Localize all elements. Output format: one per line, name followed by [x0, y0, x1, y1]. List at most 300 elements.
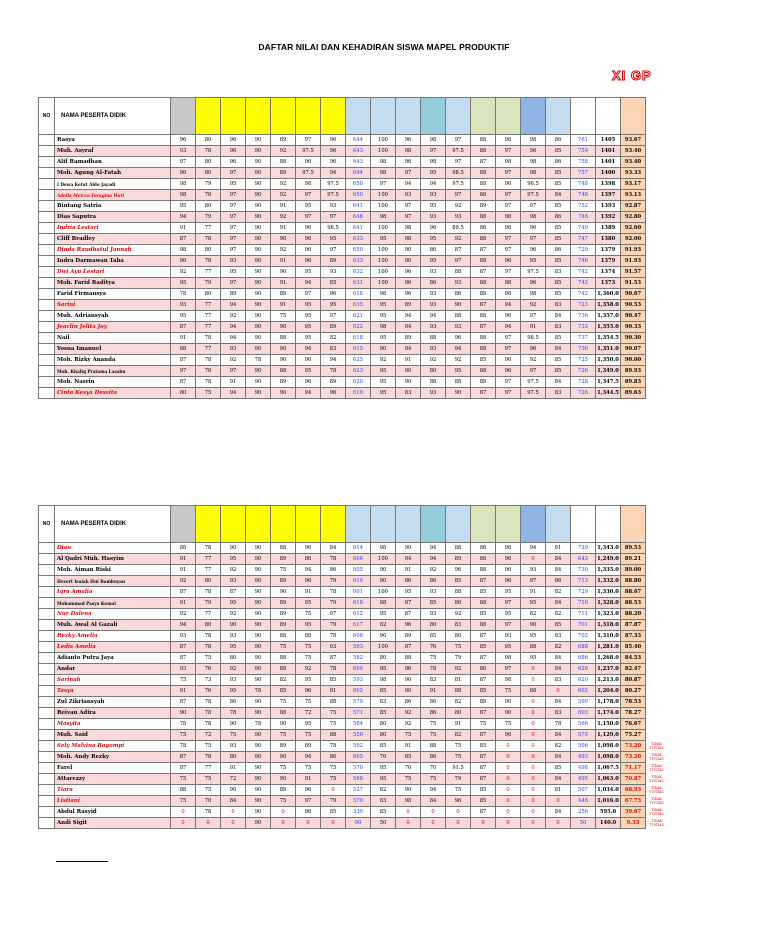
row-number-cell [39, 576, 55, 587]
total-cell: 1389 [596, 223, 621, 234]
score-cell: 96 [446, 565, 471, 576]
average-cell: 89.53 [621, 543, 646, 554]
score-cell: 96 [496, 565, 521, 576]
score-cell: 0 [496, 752, 521, 763]
score-cell: 93 [521, 565, 546, 576]
average-cell: 73.20 [621, 752, 646, 763]
score-cell: 95 [296, 366, 321, 377]
score-cell: 81 [546, 543, 571, 554]
score-cell: 88 [271, 785, 296, 796]
score-cell: 97 [521, 201, 546, 212]
score-cell: 84 [546, 774, 571, 785]
score-cell: 88 [421, 333, 446, 344]
score-cell: 95 [371, 377, 396, 388]
score-cell: 83 [321, 344, 346, 355]
table-row [39, 289, 646, 300]
student-name: Nail [55, 333, 171, 344]
score-cell: 97 [496, 388, 521, 399]
score-cell: 90 [396, 686, 421, 697]
score-cell: 81 [546, 785, 571, 796]
subtotal-cell: 618 [346, 598, 371, 609]
score-cell: 80 [371, 730, 396, 741]
score-cell: 88 [171, 344, 196, 355]
score-cell: 93 [421, 388, 446, 399]
score-cell: 92 [521, 300, 546, 311]
score-cell: 78 [196, 234, 221, 245]
score-cell: 78 [196, 587, 221, 598]
name-header: NAMA PESERTA DIDIK [55, 98, 171, 135]
score-cell: 95 [321, 300, 346, 311]
total-cell: 1,358.0 [596, 300, 621, 311]
score-cell: 83 [546, 631, 571, 642]
score-cell: 81 [321, 686, 346, 697]
score-cell: 95 [221, 554, 246, 565]
average-cell: 82.47 [621, 664, 646, 675]
score-cell: 90 [371, 631, 396, 642]
table-row [39, 565, 668, 576]
student-name: I Dewa Ketut Aldo Jayadi [55, 179, 171, 190]
student-name: Sely Malvina Bagompi [55, 741, 171, 752]
score-cell: 85 [446, 576, 471, 587]
score-cell: 87 [396, 609, 421, 620]
score-cell: 94 [296, 388, 321, 399]
score-cell: 87 [171, 653, 196, 664]
score-cell: 92 [446, 201, 471, 212]
score-cell: 76 [196, 664, 221, 675]
subtotal-cell: 623 [346, 366, 371, 377]
row-number-cell [39, 289, 55, 300]
score-cell: 96 [496, 576, 521, 587]
score-cell: 87 [471, 807, 496, 818]
table-row [39, 355, 646, 366]
score-cell: 90 [246, 763, 271, 774]
row-number-cell [39, 168, 55, 179]
score-cell: 0 [196, 818, 221, 829]
score-cell: 96 [296, 576, 321, 587]
score-cell: 75 [421, 730, 446, 741]
score-cell: 86 [471, 664, 496, 675]
score-cell: 92 [446, 664, 471, 675]
score-cell: 100 [371, 642, 396, 653]
remark-cell [646, 642, 668, 653]
score-cell: 91.5 [446, 763, 471, 774]
student-name: Indria Lestari [55, 223, 171, 234]
student-name: Alif Ramadhan [55, 157, 171, 168]
subtotal-cell: 631 [346, 278, 371, 289]
score-cell: 93 [171, 300, 196, 311]
student-name: Al Qadri Muh. Hasyim [55, 554, 171, 565]
student-name: Moh. Andy Rezky [55, 752, 171, 763]
score-cell: 94 [421, 554, 446, 565]
score-cell: 95 [371, 300, 396, 311]
score-cell: 87 [446, 245, 471, 256]
score-cell: 86 [396, 697, 421, 708]
student-name: Nur Dalena [55, 609, 171, 620]
table-row [39, 686, 668, 697]
score-cell: 89 [271, 554, 296, 565]
score-cell: 93 [221, 631, 246, 642]
student-name: Muh. Adriansyah [55, 311, 171, 322]
score-cell: 96 [396, 267, 421, 278]
score-cell: 89 [321, 322, 346, 333]
score-cell: 92 [446, 234, 471, 245]
score-column-header [171, 98, 196, 135]
score-cell: 88 [171, 543, 196, 554]
average-cell: 39.67 [621, 807, 646, 818]
score-cell: 0 [521, 554, 546, 565]
score-cell: 96 [296, 543, 321, 554]
score-cell: 50 [371, 818, 396, 829]
table-row [39, 730, 668, 741]
score-cell: 79 [321, 598, 346, 609]
score-cell: 0 [321, 785, 346, 796]
score-cell: 91 [171, 598, 196, 609]
row-number-cell [39, 157, 55, 168]
score-cell: 97 [371, 179, 396, 190]
score-cell: 97 [221, 190, 246, 201]
row-number-cell [39, 554, 55, 565]
score-cell: 79 [321, 576, 346, 587]
score-column-header [221, 506, 246, 543]
student-name: Zul Zikriansyah [55, 697, 171, 708]
score-cell: 0 [521, 719, 546, 730]
score-cell: 97 [521, 311, 546, 322]
score-cell: 70 [421, 763, 446, 774]
table-row [39, 719, 668, 730]
table-row [39, 146, 646, 157]
score-cell: 79 [321, 620, 346, 631]
score-cell: 86 [421, 278, 446, 289]
total-cell: 595.0 [596, 807, 621, 818]
score-cell: 90 [246, 697, 271, 708]
average-cell: 91.93 [621, 245, 646, 256]
subtotal2-cell: 729 [571, 543, 596, 554]
score-cell: 78 [196, 190, 221, 201]
total-cell: 1,332.0 [596, 576, 621, 587]
score-cell: 77 [196, 609, 221, 620]
score-cell: 97 [496, 168, 521, 179]
subtotal2-cell: 711 [571, 609, 596, 620]
score-cell: 78 [171, 289, 196, 300]
subtotal-cell: 632 [346, 267, 371, 278]
score-cell: 98 [496, 675, 521, 686]
score-cell: 95 [296, 267, 321, 278]
score-cell: 93 [221, 675, 246, 686]
score-cell: 97 [221, 278, 246, 289]
score-cell: 85 [471, 741, 496, 752]
score-cell: 75 [271, 796, 296, 807]
score-cell: 94 [421, 785, 446, 796]
score-cell: 75 [496, 686, 521, 697]
score-cell: 92 [396, 708, 421, 719]
score-column-header [296, 98, 321, 135]
score-cell: 87 [471, 576, 496, 587]
table-row [39, 377, 646, 388]
score-cell: 88 [471, 620, 496, 631]
score-cell: 88 [446, 377, 471, 388]
score-cell: 86 [471, 543, 496, 554]
subtotal-cell: 593 [346, 675, 371, 686]
row-number-cell [39, 730, 55, 741]
score-cell: 85 [546, 289, 571, 300]
score-cell: 88 [171, 785, 196, 796]
score-cell: 94 [296, 278, 321, 289]
student-name: Moh. Rizky Ananda [55, 355, 171, 366]
score-cell: 0 [521, 752, 546, 763]
score-column-header [471, 98, 496, 135]
score-cell: 0 [521, 697, 546, 708]
total-cell: 1,350.0 [596, 355, 621, 366]
score-cell: 84 [546, 697, 571, 708]
score-cell: 95 [521, 598, 546, 609]
score-cell: 0 [521, 774, 546, 785]
score-cell: 85 [271, 686, 296, 697]
score-cell: 85 [471, 785, 496, 796]
table-row [39, 201, 646, 212]
score-cell: 78 [196, 697, 221, 708]
score-cell: 90 [246, 653, 271, 664]
total-cell: 1,281.0 [596, 642, 621, 653]
score-cell: 75 [271, 697, 296, 708]
score-cell: 81 [446, 675, 471, 686]
student-name: Tasya [55, 686, 171, 697]
score-cell: 98 [171, 190, 196, 201]
score-cell: 98 [496, 289, 521, 300]
document-title: DAFTAR NILAI DAN KEHADIRAN SISWA MAPEL PRODUKTIF [258, 42, 510, 52]
score-cell: 98 [521, 168, 546, 179]
score-cell: 95 [521, 256, 546, 267]
score-cell: 97.5 [521, 190, 546, 201]
score-cell: 75 [321, 719, 346, 730]
score-column-header [221, 98, 246, 135]
subtotal-cell: 612 [346, 609, 371, 620]
score-cell: 98 [496, 223, 521, 234]
score-cell: 97 [296, 289, 321, 300]
score-cell: 78 [196, 807, 221, 818]
score-cell: 89 [271, 377, 296, 388]
row-number-cell [39, 620, 55, 631]
score-cell: 84 [546, 565, 571, 576]
score-cell: 85 [371, 807, 396, 818]
score-cell: 96 [296, 256, 321, 267]
score-cell: 91 [271, 201, 296, 212]
subtotal-cell: 615 [346, 344, 371, 355]
score-cell: 95 [296, 675, 321, 686]
score-cell: 88 [471, 168, 496, 179]
score-cell: 80 [196, 289, 221, 300]
score-cell: 97.5 [446, 146, 471, 157]
score-cell: 88 [271, 333, 296, 344]
score-cell: 89 [271, 168, 296, 179]
score-cell: 85 [371, 686, 396, 697]
subtotal-cell: 644 [346, 168, 371, 179]
score-cell: 93 [421, 344, 446, 355]
score-cell: 91 [171, 223, 196, 234]
score-cell: 98 [421, 157, 446, 168]
score-cell: 82 [546, 587, 571, 598]
score-cell: 87 [171, 752, 196, 763]
total-cell: 1401 [596, 157, 621, 168]
score-cell: 84 [546, 752, 571, 763]
score-cell: 88 [446, 543, 471, 554]
score-cell: 75 [321, 763, 346, 774]
score-cell: 87 [171, 322, 196, 333]
score-cell: 88 [471, 289, 496, 300]
score-cell: 87 [171, 763, 196, 774]
score-cell: 88 [446, 686, 471, 697]
subtotal2-cell: 746 [571, 256, 596, 267]
table-row [39, 554, 668, 565]
score-cell: 85 [471, 355, 496, 366]
score-cell: 75 [496, 719, 521, 730]
student-name: Moh. Khaliq Pratama Lasabu [55, 366, 171, 377]
subtotal-cell: 339 [346, 807, 371, 818]
student-name: Tiara [55, 785, 171, 796]
score-column-header [196, 98, 221, 135]
table-row [39, 168, 646, 179]
score-cell: 97 [496, 245, 521, 256]
table-row [39, 807, 668, 818]
score-cell: 86 [471, 223, 496, 234]
score-cell: 82 [521, 609, 546, 620]
subtotal-cell: 635 [346, 300, 371, 311]
score-cell: 87 [471, 267, 496, 278]
average-cell: 92.00 [621, 234, 646, 245]
score-cell: 85 [546, 201, 571, 212]
score-cell: 75 [446, 741, 471, 752]
score-cell: 98 [171, 245, 196, 256]
score-cell: 95 [171, 278, 196, 289]
table-row [39, 642, 668, 653]
score-cell: 93 [396, 190, 421, 201]
student-name: Masyita [55, 719, 171, 730]
remark-cell [646, 653, 668, 664]
score-cell: 91 [271, 256, 296, 267]
score-cell: 87 [471, 730, 496, 741]
score-cell: 93 [171, 146, 196, 157]
score-cell: 79 [196, 278, 221, 289]
score-cell: 95 [296, 300, 321, 311]
score-column-header [471, 506, 496, 543]
table-row [39, 598, 668, 609]
row-number-cell [39, 223, 55, 234]
score-cell: 86 [546, 157, 571, 168]
row-number-cell [39, 366, 55, 377]
score-cell: 92 [271, 179, 296, 190]
score-cell: 92 [421, 565, 446, 576]
remark-cell: TIDAK TUNTAS [649, 775, 664, 783]
score-cell: 87 [171, 642, 196, 653]
average-cell: 92.80 [621, 212, 646, 223]
score-cell: 95 [371, 388, 396, 399]
score-cell: 0 [171, 818, 196, 829]
score-cell: 96 [296, 157, 321, 168]
student-name: Jeaclin Jelita Joy [55, 322, 171, 333]
score-cell: 87 [471, 653, 496, 664]
score-cell: 0 [396, 818, 421, 829]
average-cell: 88.80 [621, 576, 646, 587]
remark-cell [646, 631, 668, 642]
score-cell: 90 [246, 267, 271, 278]
score-cell: 100 [371, 256, 396, 267]
score-column-header [421, 506, 446, 543]
subtotal-cell: 601 [346, 587, 371, 598]
score-cell: 88 [471, 256, 496, 267]
subtotal2-cell: 701 [571, 620, 596, 631]
total-cell: 1,098.0 [596, 752, 621, 763]
score-cell: 72 [296, 708, 321, 719]
student-name: Listiani [55, 796, 171, 807]
total-cell: 1374 [596, 267, 621, 278]
score-cell: 88 [271, 289, 296, 300]
score-cell: 90 [246, 708, 271, 719]
score-cell: 100 [371, 146, 396, 157]
score-cell: 77 [196, 267, 221, 278]
score-cell: 96 [296, 355, 321, 366]
score-cell: 72 [196, 730, 221, 741]
score-cell: 97.5 [521, 377, 546, 388]
score-cell: 95 [446, 366, 471, 377]
row-number-cell [39, 201, 55, 212]
score-cell: 98 [496, 135, 521, 146]
score-cell: 85 [546, 366, 571, 377]
subtotal2-cell: 726 [571, 388, 596, 399]
total-cell: 1,347.5 [596, 377, 621, 388]
score-cell: 95 [371, 774, 396, 785]
subtotal-cell: 625 [346, 355, 371, 366]
score-cell: 90 [521, 620, 546, 631]
score-cell: 80 [196, 576, 221, 587]
score-cell: 75 [196, 388, 221, 399]
score-cell: 0 [521, 675, 546, 686]
subtotal2-cell: 726 [571, 366, 596, 377]
total-cell: 1,174.0 [596, 708, 621, 719]
score-cell: 90 [221, 785, 246, 796]
score-cell: 84 [546, 807, 571, 818]
table-row [39, 576, 668, 587]
score-cell: 96 [521, 146, 546, 157]
score-cell: 83 [371, 697, 396, 708]
total-cell: 1,343.0 [596, 543, 621, 554]
score-cell: 88 [271, 708, 296, 719]
score-column-header [546, 98, 571, 135]
average-cell: 90.07 [621, 344, 646, 355]
score-cell: 90 [246, 576, 271, 587]
subtotal-cell: 527 [346, 785, 371, 796]
score-cell: 78 [421, 664, 446, 675]
remark-cell [646, 675, 668, 686]
score-cell: 78 [196, 631, 221, 642]
score-cell: 93 [421, 609, 446, 620]
total-cell: 1398 [596, 179, 621, 190]
score-cell: 96 [296, 785, 321, 796]
score-cell: 88 [271, 366, 296, 377]
score-cell: 94 [396, 344, 421, 355]
score-cell: 77 [196, 763, 221, 774]
total-cell: 1,150.0 [596, 719, 621, 730]
subtotal-cell: 619 [346, 576, 371, 587]
row-number-cell [39, 179, 55, 190]
score-cell: 82 [371, 620, 396, 631]
average-cell: 88.53 [621, 598, 646, 609]
score-cell: 93 [321, 201, 346, 212]
score-cell: 75 [296, 730, 321, 741]
score-column-header [271, 506, 296, 543]
score-cell: 95 [371, 664, 396, 675]
score-cell: 90 [246, 796, 271, 807]
subtotal-cell: 643 [346, 157, 371, 168]
row-number-cell [39, 388, 55, 399]
